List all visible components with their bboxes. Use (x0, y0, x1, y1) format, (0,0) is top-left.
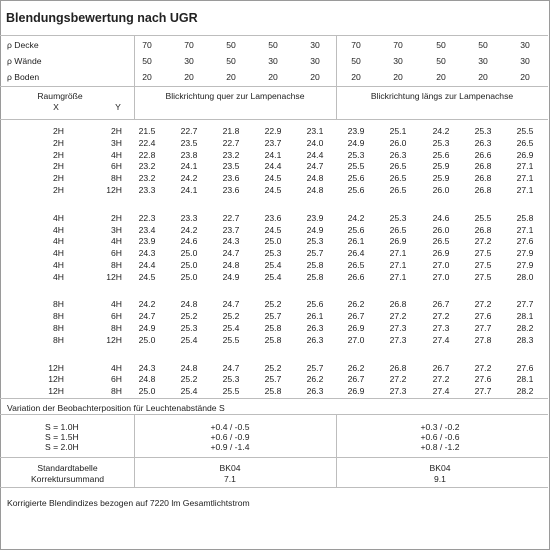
ugr-value: 26.0 (389, 138, 407, 148)
rho-value: 20 (520, 72, 530, 82)
ugr-value: 27.2 (432, 311, 450, 321)
rho-value: 20 (184, 72, 194, 82)
ugr-value: 25.6 (347, 225, 365, 235)
divider (0, 35, 548, 36)
ugr-value: 27.6 (516, 363, 534, 373)
row-x: 2H (53, 138, 64, 148)
ugr-value: 23.9 (347, 126, 365, 136)
ugr-value: 23.6 (222, 173, 240, 183)
ugr-value: 23.5 (222, 161, 240, 171)
ugr-value: 25.8 (264, 323, 282, 333)
ugr-value: 27.7 (516, 299, 534, 309)
ugr-value: 25.7 (264, 311, 282, 321)
ugr-value: 26.9 (389, 236, 407, 246)
ugr-value: 26.7 (432, 299, 450, 309)
ugr-value: 27.2 (474, 363, 492, 373)
ugr-value: 27.7 (474, 323, 492, 333)
rho-value: 50 (351, 56, 361, 66)
row-x: 4H (53, 272, 64, 282)
ugr-value: 25.0 (264, 236, 282, 246)
rho-value: 20 (268, 72, 278, 82)
row-y: 4H (111, 236, 122, 246)
ugr-value: 26.3 (306, 335, 324, 345)
row-y: 8H (111, 173, 122, 183)
rho-value: 50 (478, 40, 488, 50)
rho-value: 70 (142, 40, 152, 50)
ugr-value: 21.5 (138, 126, 156, 136)
ugr-value: 23.6 (222, 185, 240, 195)
ugr-value: 24.8 (222, 260, 240, 270)
ugr-value: 24.8 (306, 185, 324, 195)
ugr-value: 27.2 (432, 374, 450, 384)
ugr-value: 24.5 (264, 173, 282, 183)
ugr-value: 22.7 (222, 138, 240, 148)
ugr-value: 25.2 (180, 311, 198, 321)
rho-label: ρ Decke (7, 40, 39, 50)
ugr-value: 24.7 (306, 161, 324, 171)
rho-value: 50 (226, 56, 236, 66)
ugr-value: 24.7 (222, 299, 240, 309)
rho-value: 70 (184, 40, 194, 50)
standard-label: Standardtabelle (37, 463, 98, 473)
blick-laengs-header: Blickrichtung längs zur Lampenachse (370, 91, 514, 101)
column-divider (134, 414, 135, 487)
row-y: 3H (111, 138, 122, 148)
korrektur-label: Korrektursummand (30, 474, 105, 484)
divider (0, 414, 548, 415)
ugr-value: 22.4 (138, 138, 156, 148)
ugr-value: 27.1 (389, 248, 407, 258)
rho-value: 30 (520, 56, 530, 66)
ugr-value: 25.1 (389, 126, 407, 136)
variation-quer: +0.9 / -1.4 (210, 442, 250, 452)
ugr-value: 25.2 (222, 311, 240, 321)
row-x: 4H (53, 260, 64, 270)
ugr-value: 27.3 (389, 335, 407, 345)
ugr-value: 24.7 (138, 311, 156, 321)
ugr-value: 23.3 (138, 185, 156, 195)
ugr-value: 27.1 (516, 225, 534, 235)
ugr-value: 25.0 (138, 386, 156, 396)
ugr-value: 25.4 (180, 386, 198, 396)
ugr-value: 24.5 (138, 272, 156, 282)
row-y: 6H (111, 248, 122, 258)
rho-value: 20 (436, 72, 446, 82)
raumgroesse-y: Y (115, 102, 121, 112)
ugr-value: 26.3 (306, 386, 324, 396)
ugr-value: 26.4 (347, 248, 365, 258)
page-title: Blendungsbewertung nach UGR (6, 11, 198, 25)
ugr-value: 24.8 (180, 299, 198, 309)
ugr-value: 26.8 (474, 173, 492, 183)
rho-value: 70 (351, 40, 361, 50)
divider (0, 398, 548, 399)
ugr-value: 27.9 (516, 248, 534, 258)
ugr-value: 24.5 (264, 185, 282, 195)
ugr-value: 25.0 (180, 248, 198, 258)
ugr-value: 25.6 (347, 185, 365, 195)
ugr-value: 27.5 (474, 260, 492, 270)
ugr-value: 24.9 (222, 272, 240, 282)
row-x: 2H (53, 126, 64, 136)
rho-label: ρ Wände (7, 56, 42, 66)
ugr-value: 26.2 (347, 363, 365, 373)
ugr-value: 26.5 (389, 225, 407, 235)
ugr-value: 25.0 (180, 272, 198, 282)
ugr-value: 24.4 (138, 260, 156, 270)
ugr-value: 25.7 (306, 363, 324, 373)
ugr-value: 23.9 (306, 213, 324, 223)
ugr-value: 25.2 (264, 299, 282, 309)
ugr-value: 27.1 (516, 161, 534, 171)
ugr-value: 25.3 (474, 126, 492, 136)
ugr-value: 26.8 (389, 363, 407, 373)
rho-value: 20 (226, 72, 236, 82)
rho-value: 20 (478, 72, 488, 82)
ugr-value: 25.0 (138, 335, 156, 345)
ugr-value: 25.8 (306, 260, 324, 270)
ugr-value: 25.7 (306, 248, 324, 258)
ugr-value: 26.8 (474, 161, 492, 171)
ugr-value: 27.4 (432, 386, 450, 396)
ugr-value: 26.7 (347, 374, 365, 384)
ugr-value: 26.7 (432, 363, 450, 373)
ugr-value: 26.2 (306, 374, 324, 384)
ugr-value: 27.0 (347, 335, 365, 345)
divider (0, 86, 548, 87)
ugr-value: 24.2 (432, 126, 450, 136)
row-y: 4H (111, 150, 122, 160)
ugr-value: 27.7 (474, 386, 492, 396)
ugr-value: 25.7 (264, 374, 282, 384)
row-y: 12H (106, 335, 122, 345)
divider (0, 457, 548, 458)
row-y: 6H (111, 374, 122, 384)
ugr-value: 25.3 (264, 248, 282, 258)
ugr-value: 28.3 (516, 335, 534, 345)
ugr-value: 27.6 (474, 311, 492, 321)
korrektur-quer: 7.1 (224, 474, 236, 484)
rho-value: 70 (393, 40, 403, 50)
korrektur-laengs: 9.1 (434, 474, 446, 484)
ugr-value: 27.1 (389, 260, 407, 270)
ugr-value: 24.3 (222, 236, 240, 246)
variation-laengs: +0.8 / -1.2 (420, 442, 460, 452)
ugr-value: 24.9 (347, 138, 365, 148)
ugr-value: 25.9 (432, 173, 450, 183)
rho-value: 20 (142, 72, 152, 82)
ugr-value: 27.0 (432, 272, 450, 282)
row-y: 2H (111, 213, 122, 223)
row-x: 8H (53, 311, 64, 321)
ugr-value: 26.0 (432, 225, 450, 235)
rho-value: 30 (478, 56, 488, 66)
ugr-value: 23.6 (264, 213, 282, 223)
variation-laengs: +0.6 / -0.6 (420, 432, 460, 442)
row-x: 4H (53, 236, 64, 246)
ugr-value: 25.3 (306, 236, 324, 246)
ugr-value: 22.8 (138, 150, 156, 160)
ugr-value: 25.3 (347, 150, 365, 160)
rho-value: 30 (310, 56, 320, 66)
variation-label: S = 2.0H (45, 442, 79, 452)
ugr-value: 25.8 (264, 335, 282, 345)
ugr-value: 23.8 (180, 150, 198, 160)
ugr-value: 26.5 (347, 260, 365, 270)
ugr-value: 24.6 (432, 213, 450, 223)
row-y: 12H (106, 185, 122, 195)
ugr-value: 27.2 (474, 299, 492, 309)
ugr-value: 25.4 (180, 335, 198, 345)
ugr-value: 24.8 (306, 173, 324, 183)
ugr-value: 26.9 (347, 323, 365, 333)
ugr-value: 25.5 (222, 386, 240, 396)
rho-value: 50 (436, 56, 446, 66)
ugr-value: 24.9 (306, 225, 324, 235)
ugr-value: 24.0 (306, 138, 324, 148)
ugr-value: 25.2 (264, 363, 282, 373)
ugr-value: 26.3 (474, 138, 492, 148)
ugr-value: 24.1 (180, 161, 198, 171)
ugr-value: 28.2 (516, 323, 534, 333)
row-x: 4H (53, 248, 64, 258)
ugr-value: 27.6 (474, 374, 492, 384)
ugr-value: 26.5 (389, 185, 407, 195)
ugr-value: 24.3 (138, 248, 156, 258)
ugr-value: 26.1 (306, 311, 324, 321)
ugr-value: 25.0 (180, 260, 198, 270)
raumgroesse-x: X (53, 102, 59, 112)
ugr-value: 23.2 (138, 173, 156, 183)
standard-laengs: BK04 (429, 463, 451, 473)
ugr-value: 25.3 (432, 138, 450, 148)
ugr-value: 26.9 (516, 150, 534, 160)
ugr-value: 25.3 (180, 323, 198, 333)
ugr-value: 25.5 (516, 126, 534, 136)
row-x: 12H (48, 374, 64, 384)
rho-value: 30 (520, 40, 530, 50)
ugr-value: 25.2 (180, 374, 198, 384)
rho-value: 50 (436, 40, 446, 50)
ugr-value: 24.1 (264, 150, 282, 160)
ugr-value: 23.2 (222, 150, 240, 160)
divider (0, 487, 548, 488)
ugr-value: 26.9 (347, 386, 365, 396)
ugr-value: 26.5 (389, 173, 407, 183)
divider (0, 119, 548, 120)
ugr-value: 23.1 (306, 126, 324, 136)
variation-laengs: +0.3 / -0.2 (420, 422, 460, 432)
row-y: 3H (111, 225, 122, 235)
ugr-value: 27.4 (432, 335, 450, 345)
variation-title: Variation der Beobachterposition für Leuchtenabstände S (7, 403, 225, 413)
ugr-value: 26.3 (389, 150, 407, 160)
ugr-value: 26.5 (432, 236, 450, 246)
row-y: 8H (111, 386, 122, 396)
rho-value: 20 (310, 72, 320, 82)
blick-quer-header: Blickrichtung quer zur Lampenachse (165, 91, 305, 101)
ugr-value: 27.9 (516, 260, 534, 270)
row-x: 8H (53, 299, 64, 309)
row-x: 12H (48, 386, 64, 396)
ugr-value: 24.3 (138, 363, 156, 373)
variation-quer: +0.6 / -0.9 (210, 432, 250, 442)
ugr-value: 26.3 (306, 323, 324, 333)
ugr-value: 24.2 (180, 173, 198, 183)
ugr-value: 25.8 (516, 213, 534, 223)
ugr-value: 27.3 (389, 323, 407, 333)
ugr-value: 27.2 (389, 374, 407, 384)
ugr-value: 26.6 (347, 272, 365, 282)
ugr-value: 27.2 (389, 311, 407, 321)
ugr-value: 24.7 (222, 363, 240, 373)
ugr-value: 23.5 (180, 138, 198, 148)
row-x: 2H (53, 150, 64, 160)
standard-quer: BK04 (219, 463, 241, 473)
row-x: 8H (53, 335, 64, 345)
ugr-value: 24.5 (264, 225, 282, 235)
ugr-value: 25.4 (222, 323, 240, 333)
row-y: 4H (111, 363, 122, 373)
ugr-value: 24.6 (180, 236, 198, 246)
ugr-value: 24.9 (138, 323, 156, 333)
ugr-value: 25.4 (264, 260, 282, 270)
row-x: 12H (48, 363, 64, 373)
ugr-value: 25.5 (222, 335, 240, 345)
ugr-value: 25.6 (347, 173, 365, 183)
row-x: 8H (53, 323, 64, 333)
ugr-value: 22.7 (222, 213, 240, 223)
rho-value: 20 (393, 72, 403, 82)
rho-value: 50 (268, 40, 278, 50)
ugr-value: 28.2 (516, 386, 534, 396)
ugr-value: 25.6 (432, 150, 450, 160)
ugr-value: 25.3 (389, 213, 407, 223)
row-y: 6H (111, 161, 122, 171)
ugr-value: 26.8 (389, 299, 407, 309)
ugr-value: 27.6 (516, 236, 534, 246)
variation-quer: +0.4 / -0.5 (210, 422, 250, 432)
rho-value: 30 (310, 40, 320, 50)
row-x: 2H (53, 173, 64, 183)
ugr-value: 27.3 (389, 386, 407, 396)
ugr-value: 22.7 (180, 126, 198, 136)
ugr-value: 26.9 (432, 248, 450, 258)
row-y: 8H (111, 260, 122, 270)
ugr-value: 24.2 (347, 213, 365, 223)
ugr-value: 23.4 (138, 225, 156, 235)
ugr-value: 27.8 (474, 335, 492, 345)
ugr-value: 25.8 (306, 272, 324, 282)
row-y: 6H (111, 311, 122, 321)
ugr-value: 26.7 (347, 311, 365, 321)
row-x: 2H (53, 161, 64, 171)
ugr-value: 25.8 (264, 386, 282, 396)
ugr-value: 26.8 (474, 185, 492, 195)
row-x: 4H (53, 213, 64, 223)
ugr-value: 22.3 (138, 213, 156, 223)
rho-value: 20 (351, 72, 361, 82)
ugr-value: 24.7 (222, 248, 240, 258)
ugr-value: 26.1 (347, 236, 365, 246)
variation-label: S = 1.5H (45, 432, 79, 442)
ugr-value: 21.8 (222, 126, 240, 136)
ugr-value: 27.5 (474, 272, 492, 282)
raumgroesse-label: Raumgröße (37, 91, 83, 101)
rho-value: 50 (142, 56, 152, 66)
ugr-value: 25.4 (264, 272, 282, 282)
ugr-value: 24.8 (180, 363, 198, 373)
ugr-value: 25.9 (432, 161, 450, 171)
ugr-value: 26.5 (389, 161, 407, 171)
rho-value: 30 (184, 56, 194, 66)
ugr-value: 27.1 (516, 185, 534, 195)
ugr-value: 25.5 (474, 213, 492, 223)
ugr-value: 27.1 (516, 173, 534, 183)
variation-label: S = 1.0H (45, 422, 79, 432)
rho-value: 50 (226, 40, 236, 50)
ugr-value: 27.5 (474, 248, 492, 258)
ugr-value: 23.7 (222, 225, 240, 235)
row-y: 4H (111, 299, 122, 309)
ugr-value: 23.9 (138, 236, 156, 246)
ugr-value: 26.2 (347, 299, 365, 309)
ugr-value: 23.7 (264, 138, 282, 148)
rho-value: 30 (393, 56, 403, 66)
ugr-value: 26.6 (474, 150, 492, 160)
ugr-value: 24.4 (264, 161, 282, 171)
ugr-value: 27.3 (432, 323, 450, 333)
rho-value: 30 (268, 56, 278, 66)
ugr-value: 24.4 (306, 150, 324, 160)
ugr-value: 25.5 (347, 161, 365, 171)
ugr-value: 26.0 (432, 185, 450, 195)
ugr-value: 22.9 (264, 126, 282, 136)
ugr-value: 25.3 (222, 374, 240, 384)
ugr-value: 23.3 (180, 213, 198, 223)
ugr-value: 26.8 (474, 225, 492, 235)
row-y: 12H (106, 272, 122, 282)
row-y: 2H (111, 126, 122, 136)
ugr-value: 28.1 (516, 374, 534, 384)
ugr-value: 25.6 (306, 299, 324, 309)
ugr-value: 24.8 (138, 374, 156, 384)
ugr-value: 24.2 (138, 299, 156, 309)
ugr-value: 28.1 (516, 311, 534, 321)
rho-label: ρ Boden (7, 72, 40, 82)
ugr-value: 24.1 (180, 185, 198, 195)
ugr-value: 26.5 (516, 138, 534, 148)
ugr-value: 27.2 (474, 236, 492, 246)
ugr-value: 23.2 (138, 161, 156, 171)
row-x: 4H (53, 225, 64, 235)
row-y: 8H (111, 323, 122, 333)
row-x: 2H (53, 185, 64, 195)
ugr-value: 28.0 (516, 272, 534, 282)
ugr-value: 24.2 (180, 225, 198, 235)
column-divider (336, 414, 337, 487)
footer-note: Korrigierte Blendindizes bezogen auf 7220 lm Gesamtlichtstrom (7, 498, 250, 508)
ugr-value: 27.1 (389, 272, 407, 282)
ugr-value: 27.0 (432, 260, 450, 270)
